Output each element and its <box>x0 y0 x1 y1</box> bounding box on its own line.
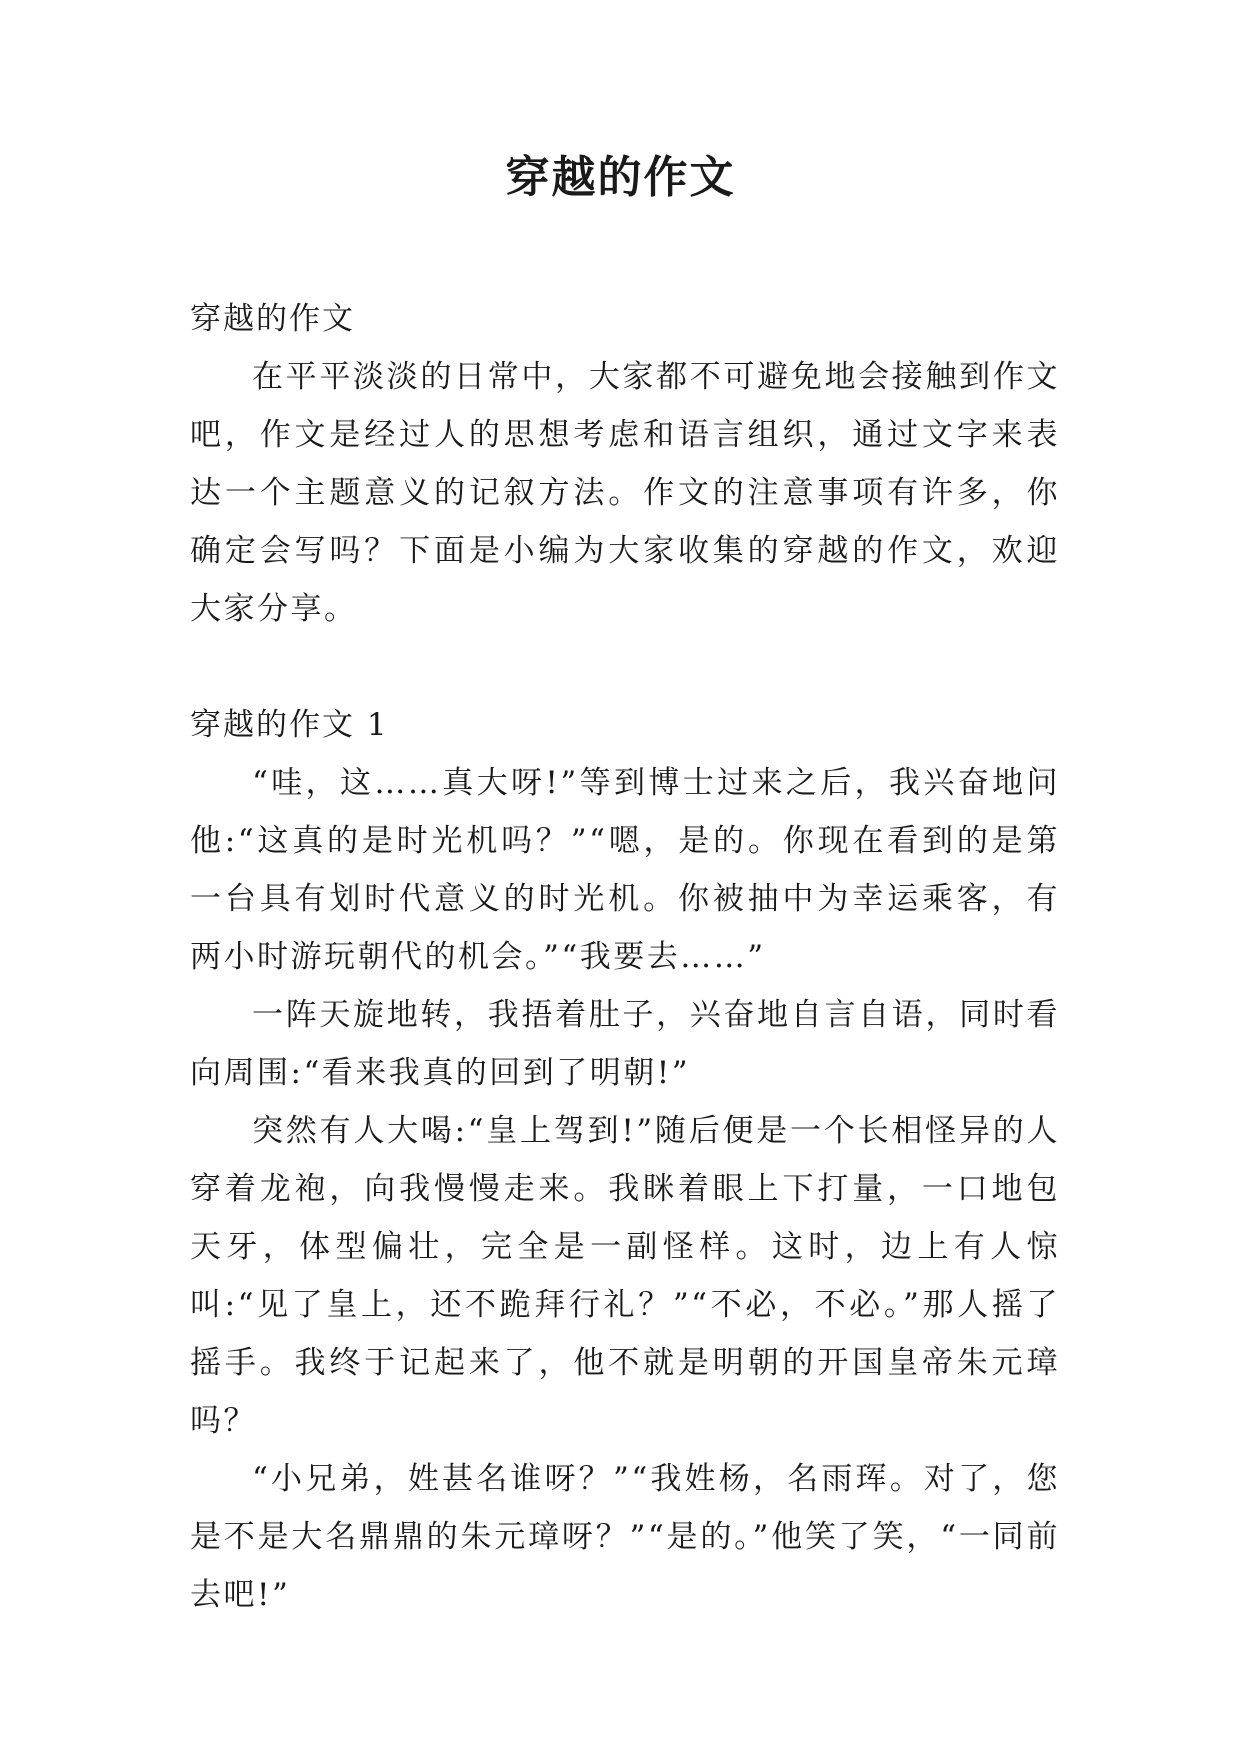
document-body <box>190 290 1060 1624</box>
paragraph: 一阵天旋地转，我捂着肚子，兴奋地自言自语，同时看向周围:“看来我真的回到了明朝!” <box>190 997 1060 1091</box>
paragraph: “小兄弟，姓甚名谁呀？”“我姓杨，名雨珲。对了，您是不是大名鼎鼎的朱元璋呀？”“是的。”他笑了笑，“一同前去吧!” <box>190 1461 1060 1613</box>
paragraph: 在平平淡淡的日常中，大家都不可避免地会接触到作文吧，作文是经过人的思想考虑和语言组织，通过文字来表达一个主题意义的记叙方法。作文的注意事项有许多，你确定会写吗？下面是小编为大家收集的穿越的作文，欢迎大家分享。 <box>190 359 1060 627</box>
document-title: 穿越的作文 <box>505 152 736 203</box>
paragraph: “哇，这……真大呀!”等到博士过来之后，我兴奋地问他:“这真的是时光机吗？”“嗯，是的。你现在看到的是第一台具有划时代意义的时光机。你被抽中为幸运乘客，有两小时游玩朝代的机会。”“我要去……” <box>190 765 1060 975</box>
section-heading: 穿越的作文 1 <box>190 707 389 743</box>
section-heading: 穿越的作文 <box>190 301 355 337</box>
paragraph: 突然有人大喝:“皇上驾到!”随后便是一个长相怪异的人穿着龙袍，向我慢慢走来。我眯着眼上下打量，一口地包天牙，体型偏壮，完全是一副怪样。这时，边上有人惊叫:“见了皇上，还不跪拜行礼？”“不必，不必。”那人摇了摇手。我终于记起来了，他不就是明朝的开国皇帝朱元璋吗？ <box>190 1113 1060 1439</box>
